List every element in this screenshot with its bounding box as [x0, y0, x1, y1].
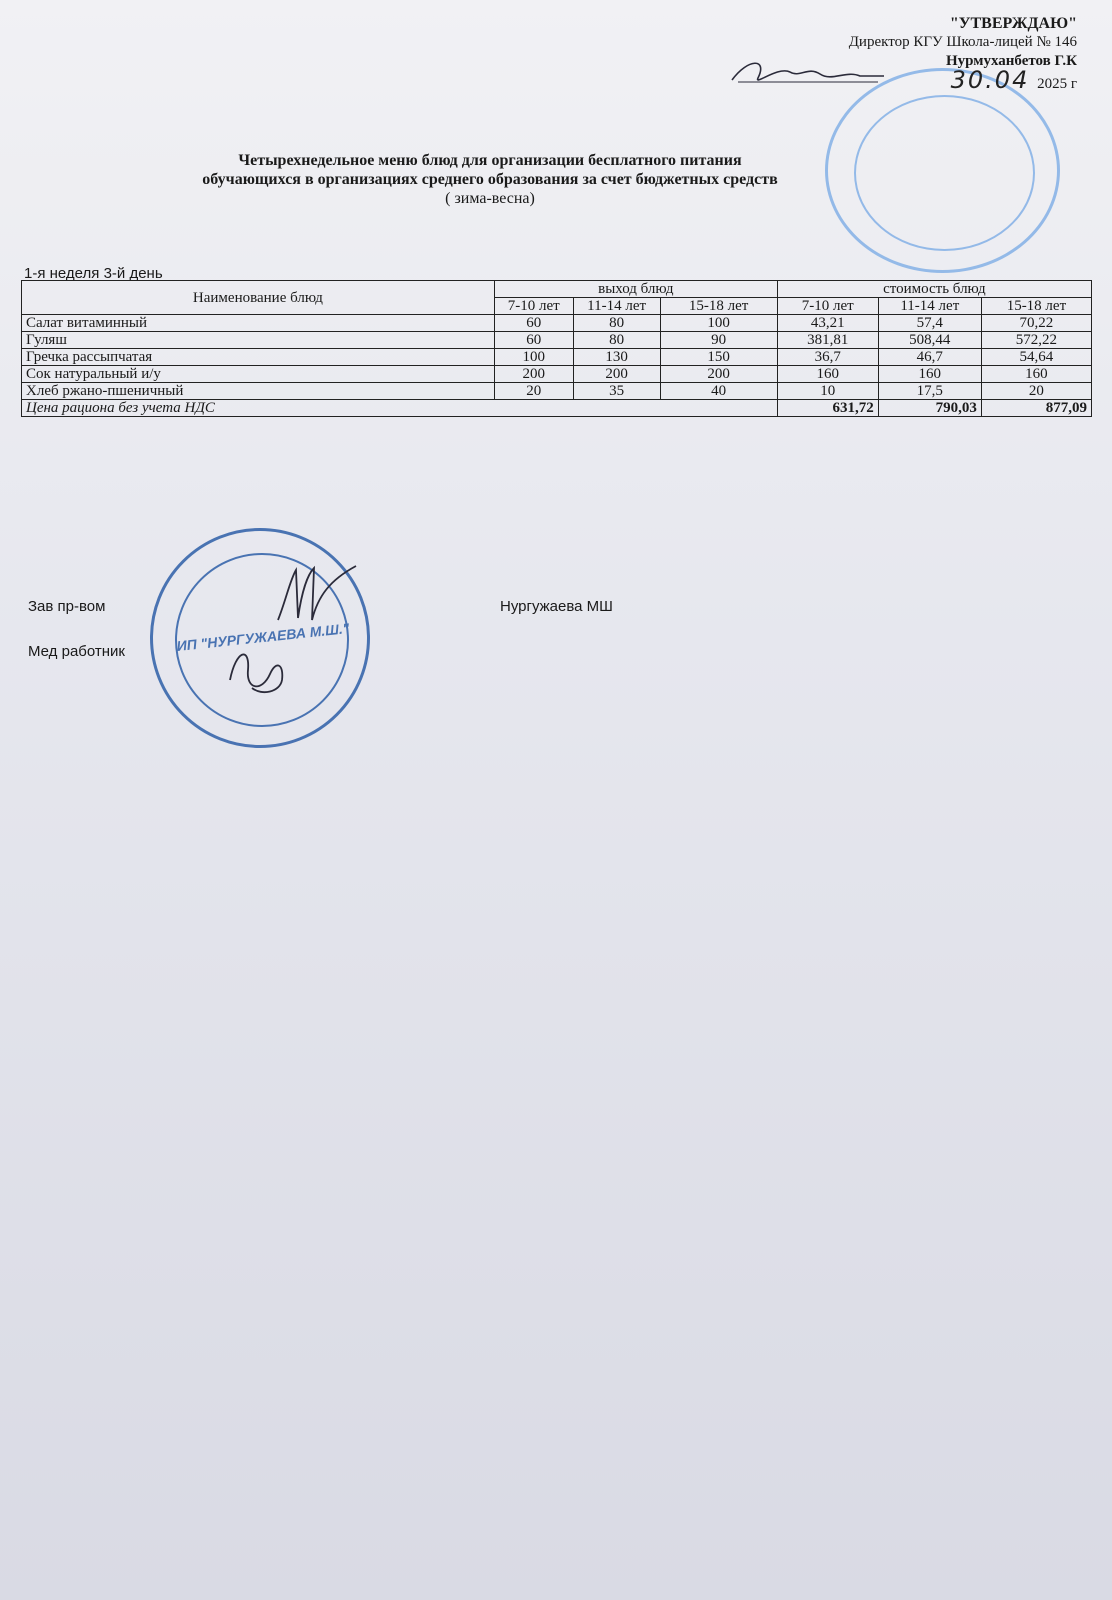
dish-name: Гречка рассыпчатая — [22, 349, 495, 366]
yield-age-11-14: 11-14 лет — [573, 298, 660, 315]
yield-cell: 80 — [573, 315, 660, 332]
yield-cell: 40 — [660, 383, 777, 400]
cost-cell: 572,22 — [981, 332, 1091, 349]
title-season: ( зима-весна) — [445, 190, 535, 207]
cost-cell: 20 — [981, 383, 1091, 400]
total-cost-11-14: 790,03 — [878, 400, 981, 417]
table-row — [22, 349, 1092, 366]
table-row — [22, 315, 1092, 332]
cost-cell: 36,7 — [777, 349, 878, 366]
table-row — [22, 366, 1092, 383]
cost-cell: 10 — [777, 383, 878, 400]
yield-cell: 35 — [573, 383, 660, 400]
cost-cell: 46,7 — [878, 349, 981, 366]
dish-name: Сок натуральный и/у — [22, 366, 495, 383]
director-signature — [728, 52, 888, 92]
cost-cell: 160 — [878, 366, 981, 383]
cost-age-15-18: 15-18 лет — [981, 298, 1091, 315]
production-manager-name: Нургужаева МШ — [500, 598, 613, 615]
medic-label: Мед работник — [28, 643, 125, 660]
cost-cell: 17,5 — [878, 383, 981, 400]
table-row — [22, 332, 1092, 349]
dish-name-header: Наименование блюд — [22, 281, 495, 315]
yield-cell: 150 — [660, 349, 777, 366]
approval-position: Директор КГУ Школа-лицей № 146 — [848, 34, 1077, 50]
cost-header: стоимость блюд — [777, 281, 1091, 298]
approval-year: 2025 г — [1037, 76, 1077, 92]
yield-age-15-18: 15-18 лет — [660, 298, 777, 315]
cost-age-11-14: 11-14 лет — [878, 298, 981, 315]
supplier-stamp-text: ИП "НУРГУЖАЕВА М.Ш." — [175, 619, 351, 655]
cost-cell: 43,21 — [777, 315, 878, 332]
menu-table — [21, 280, 1092, 417]
yield-cell: 60 — [494, 315, 573, 332]
yield-cell: 20 — [494, 383, 573, 400]
cost-cell: 160 — [981, 366, 1091, 383]
table-row — [22, 383, 1092, 400]
yield-cell: 90 — [660, 332, 777, 349]
production-manager-label: Зав пр-вом — [28, 598, 106, 615]
yield-cell: 100 — [494, 349, 573, 366]
yield-cell: 80 — [573, 332, 660, 349]
approval-stamp-inner-ring — [854, 95, 1035, 251]
dish-name: Салат витаминный — [22, 315, 495, 332]
document-title — [100, 151, 880, 208]
yield-cell: 100 — [660, 315, 777, 332]
approval-date — [950, 66, 1077, 94]
table-header-row — [22, 281, 1092, 298]
yield-cell: 200 — [573, 366, 660, 383]
total-row — [22, 400, 1092, 417]
week-day-label: 1-я неделя 3-й день — [24, 265, 163, 282]
total-label: Цена рациона без учета НДС — [22, 400, 778, 417]
cost-cell: 160 — [777, 366, 878, 383]
total-cost-7-10: 631,72 — [777, 400, 878, 417]
title-line-2: обучающихся в организациях среднего образования за счет бюджетных средств — [202, 171, 778, 188]
approval-name: Нурмуханбетов Г.К — [945, 53, 1077, 69]
cost-age-7-10: 7-10 лет — [777, 298, 878, 315]
production-manager-signature — [272, 560, 362, 630]
yield-cell: 130 — [573, 349, 660, 366]
yield-header: выход блюд — [494, 281, 777, 298]
yield-cell: 200 — [660, 366, 777, 383]
cost-cell: 54,64 — [981, 349, 1091, 366]
yield-cell: 200 — [494, 366, 573, 383]
cost-cell: 57,4 — [878, 315, 981, 332]
dish-name: Хлеб ржано-пшеничный — [22, 383, 495, 400]
approval-header: "УТВЕРЖДАЮ" — [949, 15, 1077, 32]
cost-cell: 508,44 — [878, 332, 981, 349]
yield-age-7-10: 7-10 лет — [494, 298, 573, 315]
approval-date-handwritten: 30.04 — [950, 66, 1030, 94]
dish-name: Гуляш — [22, 332, 495, 349]
title-line-1: Четырехнедельное меню блюд для организации бесплатного питания — [238, 152, 742, 169]
medic-signature — [222, 640, 292, 700]
total-cost-15-18: 877,09 — [981, 400, 1091, 417]
cost-cell: 381,81 — [777, 332, 878, 349]
yield-cell: 60 — [494, 332, 573, 349]
cost-cell: 70,22 — [981, 315, 1091, 332]
